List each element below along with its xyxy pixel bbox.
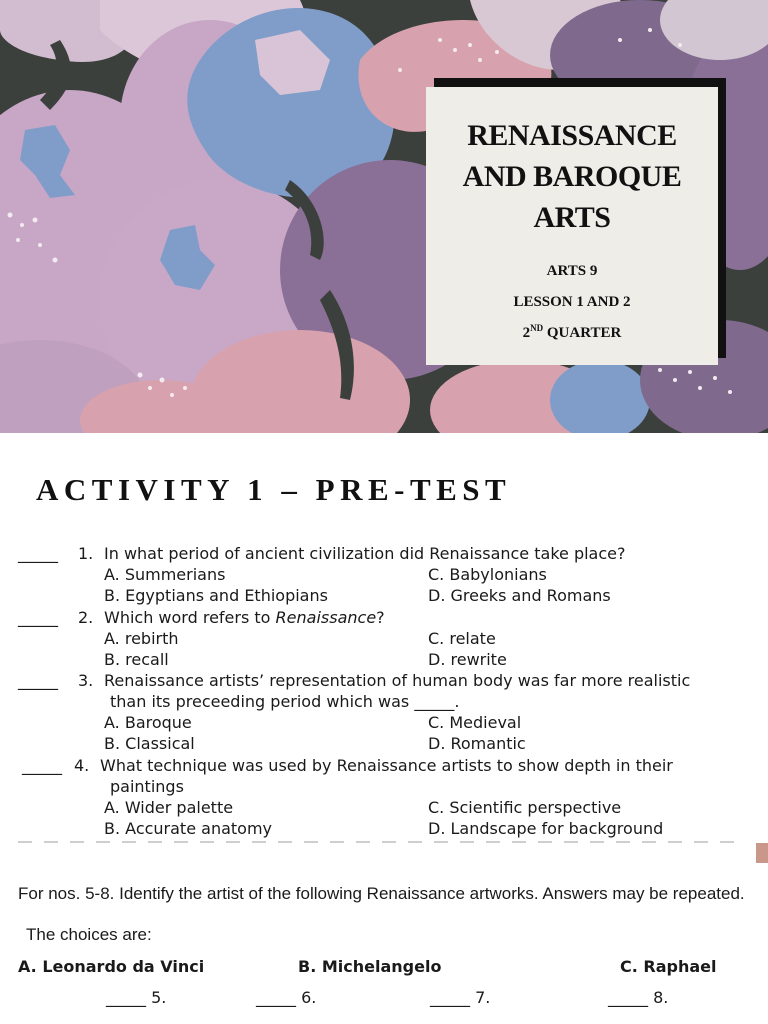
question-text: In what period of ancient civilization did Renaissance take place? (104, 544, 626, 563)
answer-item-5[interactable]: _____ 5. (106, 988, 167, 1007)
answer-item-6[interactable]: _____ 6. (256, 988, 317, 1007)
choice-c: C. Raphael (620, 957, 717, 976)
quarter-number: 2 (522, 325, 531, 341)
answer-blank[interactable]: _____ (18, 608, 58, 627)
q1-option-c: C. Babylonians (428, 565, 547, 584)
lesson-label: LESSON 1 AND 2 (513, 294, 631, 310)
q4-option-d: D. Landscape for background (428, 819, 664, 838)
accent-marker (756, 843, 768, 863)
question-text: What technique was used by Renaissance artists to show depth in their (100, 756, 673, 775)
q3-option-b: B. Classical (104, 734, 195, 753)
q3-option-c: C. Medieval (428, 713, 522, 732)
answer-item-8[interactable]: _____ 8. (608, 988, 669, 1007)
answer-blank[interactable]: _____ (18, 544, 58, 563)
answer-blank[interactable]: _____ (22, 756, 62, 775)
activity-title: ACTIVITY 1 – PRE-TEST (36, 472, 512, 507)
q2-option-b: B. recall (104, 650, 169, 669)
q2-option-a: A. rebirth (104, 629, 179, 648)
title-line-1: RENAISSANCE (467, 119, 677, 152)
answer-blank[interactable]: _____ (18, 671, 58, 690)
q3-option-a: A. Baroque (104, 713, 192, 732)
question-text-emphasis: Renaissance (275, 608, 377, 627)
question-text (104, 607, 385, 628)
page-divider (18, 841, 738, 843)
question-number: 1. (78, 544, 94, 563)
question-number: 2. (78, 608, 94, 627)
part2-instructions: For nos. 5-8. Identify the artist of the following Renaissance artworks. Answers may be repeated. (18, 884, 745, 903)
title-line-2: AND BAROQUE (462, 160, 682, 193)
q1-option-a: A. Summerians (104, 565, 226, 584)
q2-option-c: C. relate (428, 629, 496, 648)
question-text-post: ? (376, 608, 385, 627)
quarter-ordinal: ND (530, 323, 544, 333)
question-number: 4. (74, 756, 90, 775)
q4-option-c: C. Scientific perspective (428, 798, 622, 817)
quarter-word: QUARTER (546, 325, 622, 341)
question-text: Renaissance artists’ representation of human body was far more realistic (104, 671, 691, 690)
answer-item-7[interactable]: _____ 7. (430, 988, 491, 1007)
question-text-pre: Which word refers to (104, 608, 276, 627)
q4-option-b: B. Accurate anatomy (104, 819, 272, 838)
question-number: 3. (78, 671, 94, 690)
document-title (426, 115, 718, 238)
q3-option-d: D. Romantic (428, 734, 526, 753)
title-line-3: ARTS (533, 201, 611, 234)
q1-option-d: D. Greeks and Romans (428, 586, 611, 605)
title-card (426, 87, 718, 365)
cover-banner (0, 0, 768, 433)
subject-label: ARTS 9 (546, 263, 598, 279)
q2-option-d: D. rewrite (428, 650, 507, 669)
choice-a: A. Leonardo da Vinci (18, 957, 205, 976)
question-text-continued: paintings (110, 777, 184, 796)
choices-label: The choices are: (26, 925, 152, 944)
q4-option-a: A. Wider palette (104, 798, 234, 817)
q1-option-b: B. Egyptians and Ethiopians (104, 586, 328, 605)
quarter-label (426, 318, 718, 349)
question-text-continued: than its preceeding period which was _____. (110, 692, 460, 711)
choice-b: B. Michelangelo (298, 957, 442, 976)
